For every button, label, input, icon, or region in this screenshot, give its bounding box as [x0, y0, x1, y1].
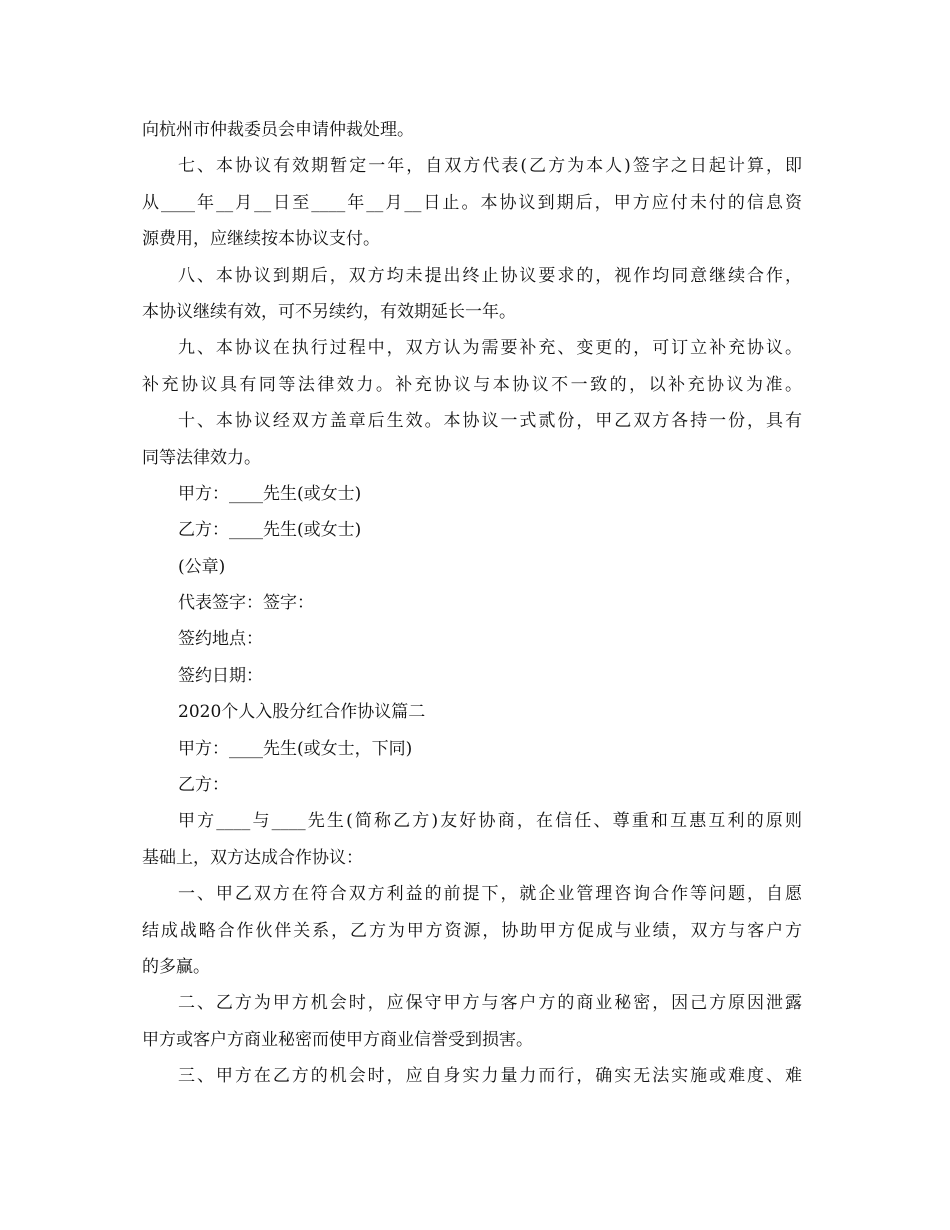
document-line: 签约地点：	[178, 629, 263, 650]
document-line: 甲方或客户方商业秘密而使甲方商业信誉受到损害。	[142, 1029, 533, 1050]
document-line: 2020个人入股分红合作协议篇二	[178, 702, 426, 723]
document-line: 十、本协议经双方盖章后生效。本协议一式贰份，甲乙双方各持一份，具有	[178, 411, 802, 432]
document-line: 向杭州市仲裁委员会申请仲裁处理。	[142, 120, 414, 140]
document-line: 八、本协议到期后，双方均未提出终止协议要求的，视作均同意继续合作，	[178, 265, 802, 286]
document-line: 代表签字：签字：	[178, 593, 314, 614]
document-line: 乙方：____先生(或女士)	[178, 520, 362, 541]
document-line: 一、甲乙双方在符合双方利益的前提下，就企业管理咨询合作等问题，自愿	[178, 884, 802, 905]
document-line: 甲方____与____先生(简称乙方)友好协商，在信任、尊重和互惠互利的原则	[178, 811, 802, 832]
document-line: 基础上，双方达成合作协议：	[142, 847, 363, 868]
document-line: 三、甲方在乙方的机会时，应自身实力量力而行，确实无法实施或难度、难	[178, 1066, 802, 1087]
document-line: 的多赢。	[142, 956, 210, 977]
document-line: 结成战略合作伙伴关系，乙方为甲方资源，协助甲方促成与业绩，双方与客户方	[142, 920, 802, 941]
document-line: 乙方：	[178, 775, 229, 796]
document-body	[142, 112, 802, 1095]
document-line: 同等法律效力。	[142, 447, 261, 468]
document-line: 本协议继续有效，可不另续约，有效期延长一年。	[142, 301, 516, 322]
document-line: 甲方：____先生(或女士，下同)	[178, 738, 413, 759]
document-line: 甲方：____先生(或女士)	[178, 483, 362, 504]
document-line: 二、乙方为甲方机会时，应保守甲方与客户方的商业秘密，因己方原因泄露	[178, 993, 802, 1014]
document-line: 从____年__月__日至____年__月__日止。本协议到期后，甲方应付未付的信息资	[142, 192, 802, 213]
document-line: 七、本协议有效期暂定一年，自双方代表(乙方为本人)签字之日起计算，即	[178, 156, 802, 177]
document-line: (公章)	[178, 556, 226, 577]
document-line: 源费用，应继续按本协议支付。	[142, 229, 380, 250]
document-line: 签约日期：	[178, 665, 263, 686]
document-line: 补充协议具有同等法律效力。补充协议与本协议不一致的，以补充协议为准。	[142, 374, 802, 395]
document-line: 九、本协议在执行过程中，双方认为需要补充、变更的，可订立补充协议。	[178, 338, 802, 359]
